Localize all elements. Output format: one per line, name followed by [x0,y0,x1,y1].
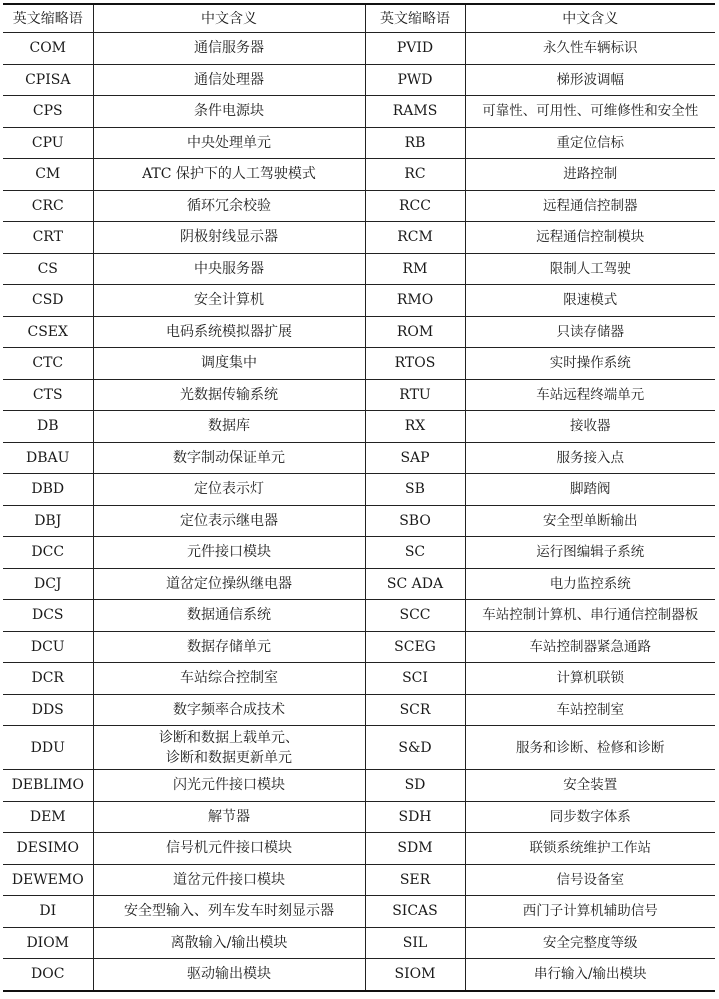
abbr-right-cell: SIOM [365,959,465,991]
abbr-left-cell: CSEX [3,316,93,348]
meaning-right-cell: 可靠性、可用性、可维修性和安全性 [465,96,715,128]
table-row [3,537,715,569]
meaning-left-cell: 安全型输入、列车发车时刻显示器 [93,896,365,928]
abbr-left-cell: DDU [3,726,93,770]
abbr-right-cell: SDM [365,833,465,865]
meaning-left-cell: 中央服务器 [93,253,365,285]
meaning-right-cell: 车站控制计算机、串行通信控制器板 [465,600,715,632]
abbreviation-table [3,3,715,992]
abbr-right-cell: RCC [365,190,465,222]
abbr-left-cell: DCC [3,537,93,569]
table-row [3,190,715,222]
table-header [3,4,715,33]
meaning-line-2: 诊断和数据更新单元 [166,749,292,766]
meaning-right-cell: 同步数字体系 [465,801,715,833]
table-row [3,631,715,663]
meaning-left-cell: 数字制动保证单元 [93,442,365,474]
meaning-left-cell: 道岔定位操纵继电器 [93,568,365,600]
meaning-left-cell: 安全计算机 [93,285,365,317]
table-row [3,726,715,770]
meaning-left-cell: 通信处理器 [93,64,365,96]
abbr-right-cell: RCM [365,222,465,254]
table-row [3,663,715,695]
header-abbr-right: 英文缩略语 [365,4,465,33]
abbr-left-cell: DCR [3,663,93,695]
abbr-left-cell: DIOM [3,927,93,959]
table-row [3,442,715,474]
meaning-left-cell: 数据存储单元 [93,631,365,663]
table-row [3,801,715,833]
meaning-right-cell: 远程通信控制模块 [465,222,715,254]
abbr-right-cell: ROM [365,316,465,348]
meaning-right-cell: 远程通信控制器 [465,190,715,222]
header-meaning-left: 中文含义 [93,4,365,33]
abbr-left-cell: CSD [3,285,93,317]
abbr-left-cell: DB [3,411,93,443]
table-row [3,285,715,317]
meaning-left-cell: 定位表示继电器 [93,505,365,537]
table-row [3,379,715,411]
abbr-right-cell: RAMS [365,96,465,128]
meaning-left-cell: 电码系统模拟器扩展 [93,316,365,348]
meaning-left-cell: 条件电源块 [93,96,365,128]
table-row [3,222,715,254]
table-row [3,896,715,928]
abbr-left-cell: CPISA [3,64,93,96]
meaning-left-cell: 车站综合控制室 [93,663,365,695]
meaning-right-cell: 永久性车辆标识 [465,33,715,65]
meaning-right-cell: 信号设备室 [465,864,715,896]
table-row [3,505,715,537]
meaning-right-cell: 串行输入/输出模块 [465,959,715,991]
meaning-right-cell: 限制人工驾驶 [465,253,715,285]
abbr-left-cell: COM [3,33,93,65]
abbr-left-cell: CRT [3,222,93,254]
abbr-left-cell: DCJ [3,568,93,600]
abbr-right-cell: SER [365,864,465,896]
meaning-left-cell: 信号机元件接口模块 [93,833,365,865]
abbr-right-cell: PWD [365,64,465,96]
abbr-right-cell: SCR [365,694,465,726]
meaning-left-cell: 通信服务器 [93,33,365,65]
abbr-right-cell: PVID [365,33,465,65]
table-row [3,33,715,65]
abbr-left-cell: DBJ [3,505,93,537]
abbr-left-cell: CPU [3,127,93,159]
meaning-right-cell: 西门子计算机辅助信号 [465,896,715,928]
meaning-right-cell: 实时操作系统 [465,348,715,380]
abbr-right-cell: SICAS [365,896,465,928]
meaning-right-cell: 服务接入点 [465,442,715,474]
meaning-left-cell: 数据库 [93,411,365,443]
meaning-right-cell: 进路控制 [465,159,715,191]
meaning-left-cell: ATC 保护下的人工驾驶模式 [93,159,365,191]
meaning-right-cell: 限速模式 [465,285,715,317]
abbr-left-cell: DEWEMO [3,864,93,896]
meaning-left-cell: 光数据传输系统 [93,379,365,411]
abbr-left-cell: DBD [3,474,93,506]
table-row [3,159,715,191]
abbr-left-cell: DEM [3,801,93,833]
abbr-right-cell: RM [365,253,465,285]
meaning-left-cell: 闪光元件接口模块 [93,770,365,802]
abbr-right-cell: SC [365,537,465,569]
abbr-left-cell: DDS [3,694,93,726]
table-row [3,927,715,959]
meaning-left-cell: 中央处理单元 [93,127,365,159]
abbr-left-cell: DEBLIMO [3,770,93,802]
meaning-right-cell: 计算机联锁 [465,663,715,695]
abbr-right-cell: SC ADA [365,568,465,600]
table-row [3,64,715,96]
table-row [3,348,715,380]
header-abbr-left: 英文缩略语 [3,4,93,33]
table-body [3,33,715,991]
abbr-right-cell: SD [365,770,465,802]
table-row [3,253,715,285]
abbr-right-cell: SBO [365,505,465,537]
meaning-left-cell: 数据通信系统 [93,600,365,632]
abbr-left-cell: CTS [3,379,93,411]
abbr-left-cell: CM [3,159,93,191]
abbr-left-cell: CTC [3,348,93,380]
meaning-left-cell: 循环冗余校验 [93,190,365,222]
table-row [3,600,715,632]
table-row [3,833,715,865]
abbr-right-cell: SDH [365,801,465,833]
meaning-right-cell: 电力监控系统 [465,568,715,600]
table-row [3,694,715,726]
meaning-right-cell: 车站控制器紧急通路 [465,631,715,663]
meaning-right-cell: 车站远程终端单元 [465,379,715,411]
meaning-right-cell: 重定位信标 [465,127,715,159]
abbr-left-cell: CRC [3,190,93,222]
meaning-right-cell: 服务和诊断、检修和诊断 [465,726,715,770]
meaning-line-1: 诊断和数据上载单元、 [159,729,299,746]
abbr-right-cell: RTOS [365,348,465,380]
abbr-left-cell: DOC [3,959,93,991]
meaning-right-cell: 安全完整度等级 [465,927,715,959]
abbr-right-cell: SCEG [365,631,465,663]
meaning-right-cell: 梯形波调幅 [465,64,715,96]
meaning-left-cell: 定位表示灯 [93,474,365,506]
table-row [3,770,715,802]
meaning-left-cell: 阴极射线显示器 [93,222,365,254]
meaning-left-cell: 驱动输出模块 [93,959,365,991]
meaning-left-cell: 元件接口模块 [93,537,365,569]
table-row [3,474,715,506]
abbr-right-cell: SB [365,474,465,506]
meaning-right-cell: 接收器 [465,411,715,443]
abbr-left-cell: CS [3,253,93,285]
meaning-right-cell: 车站控制室 [465,694,715,726]
meaning-left-cell: 道岔元件接口模块 [93,864,365,896]
table-row [3,96,715,128]
abbr-right-cell: SCC [365,600,465,632]
meaning-left-cell: 解节器 [93,801,365,833]
abbr-right-cell: RB [365,127,465,159]
meaning-right-cell: 运行图编辑子系统 [465,537,715,569]
abbr-left-cell: DCU [3,631,93,663]
header-row [3,4,715,33]
table-row [3,411,715,443]
meaning-left-cell [93,726,365,770]
abbr-left-cell: DCS [3,600,93,632]
abbr-left-cell: DBAU [3,442,93,474]
meaning-right-cell: 联锁系统维护工作站 [465,833,715,865]
meaning-left-cell: 调度集中 [93,348,365,380]
meaning-right-cell: 只读存储器 [465,316,715,348]
abbr-right-cell: SCI [365,663,465,695]
abbr-left-cell: DI [3,896,93,928]
meaning-right-cell: 脚踏阀 [465,474,715,506]
abbr-left-cell: DESIMO [3,833,93,865]
abbr-right-cell: SAP [365,442,465,474]
abbr-left-cell: CPS [3,96,93,128]
abbr-right-cell: S&D [365,726,465,770]
header-meaning-right: 中文含义 [465,4,715,33]
meaning-left-cell: 数字频率合成技术 [93,694,365,726]
table-row [3,568,715,600]
abbr-right-cell: RMO [365,285,465,317]
table-row [3,127,715,159]
abbr-right-cell: SIL [365,927,465,959]
abbr-right-cell: RC [365,159,465,191]
abbr-right-cell: RX [365,411,465,443]
meaning-right-cell: 安全装置 [465,770,715,802]
table-row [3,316,715,348]
table-row [3,864,715,896]
table-row [3,959,715,991]
meaning-right-cell: 安全型单断输出 [465,505,715,537]
meaning-left-cell: 离散输入/输出模块 [93,927,365,959]
abbr-right-cell: RTU [365,379,465,411]
